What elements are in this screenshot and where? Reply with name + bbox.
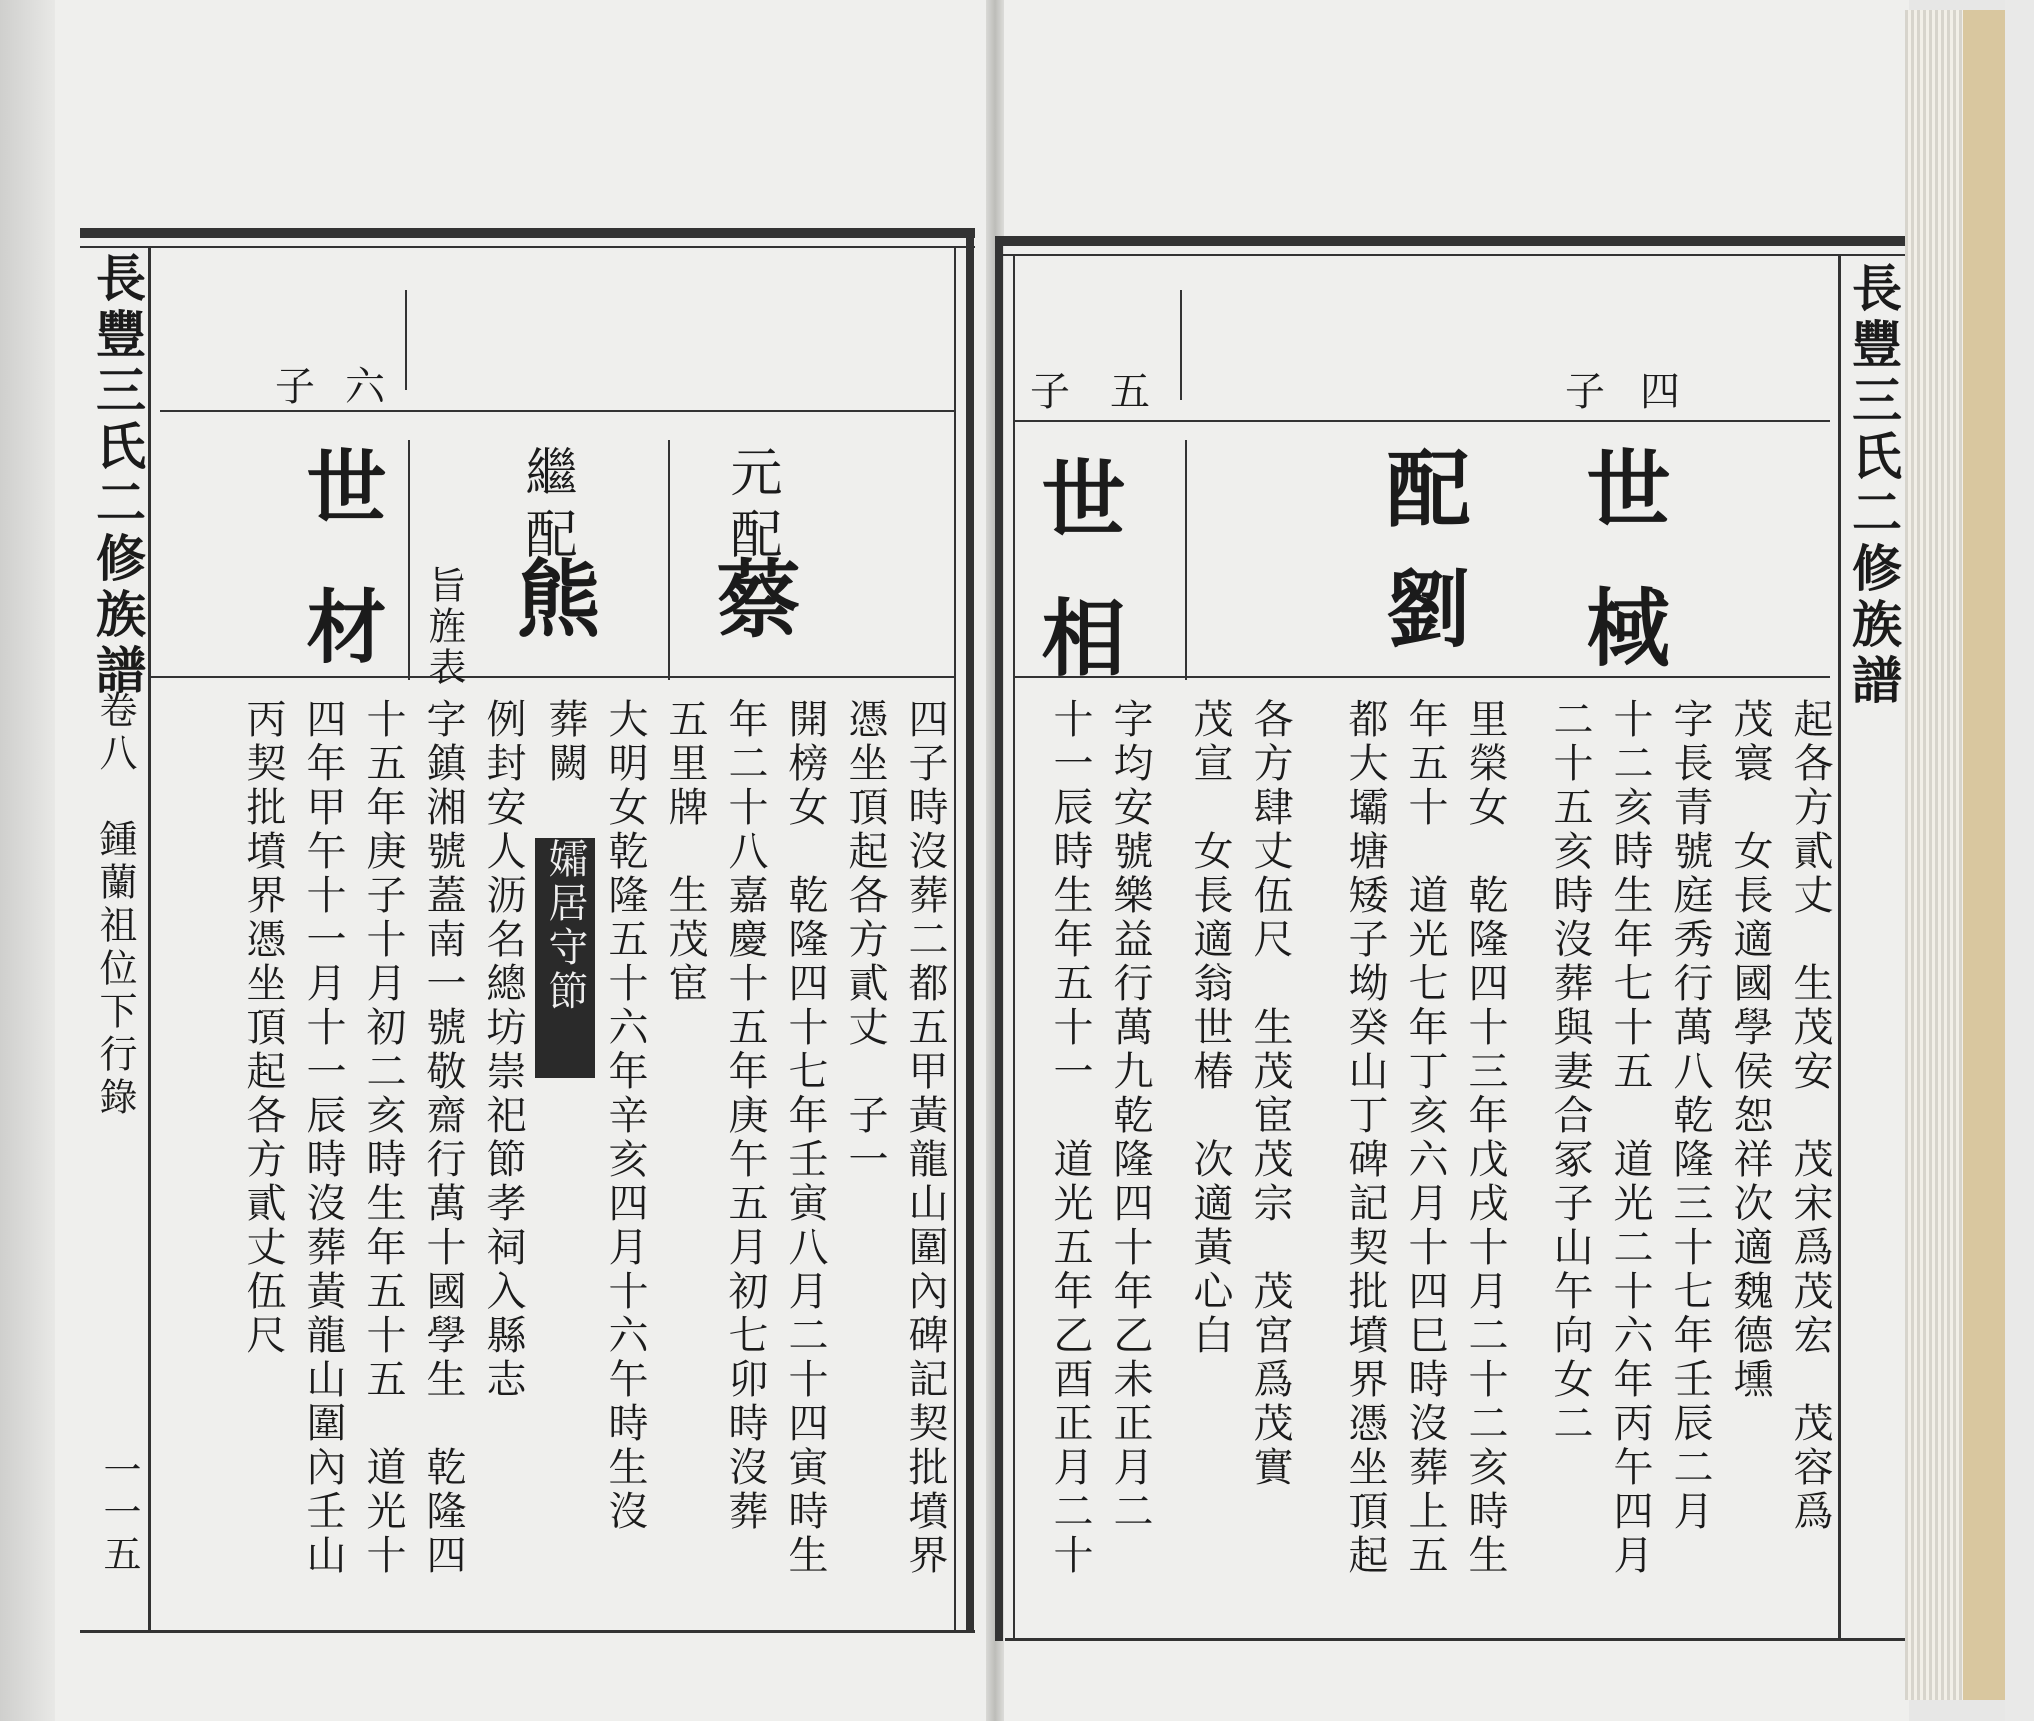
left-highlight-widow: 孀居守節 bbox=[535, 838, 595, 1078]
right-inner-left-border bbox=[1013, 254, 1015, 1641]
left-name-divider-1 bbox=[408, 440, 410, 680]
right-top-border-thin bbox=[995, 254, 1905, 256]
left-text-col-2: 憑坐頂起各方貳丈 子一 bbox=[842, 698, 888, 1182]
left-edict-label: 旨旌表 bbox=[422, 565, 466, 688]
right-text-col-1: 起各方貳丈 生茂安 茂宋爲茂宏 茂容爲 bbox=[1787, 698, 1833, 1534]
left-text-col-6: 大明女乾隆五十六年辛亥四月十六午時生沒 bbox=[602, 698, 648, 1534]
left-text-col-3: 開榜女 乾隆四十七年壬寅八月二十四寅時生 bbox=[782, 698, 828, 1578]
right-name-divider bbox=[1185, 440, 1187, 680]
left-text-col-12: 丙契批墳界憑坐頂起各方貳丈伍尺 bbox=[240, 698, 286, 1358]
scan-background-right bbox=[2005, 0, 2034, 1721]
right-text-col-5: 二十五亥時沒葬與妻合冢子山午向女二 bbox=[1547, 698, 1593, 1446]
right-outer-left-border bbox=[995, 236, 1003, 1641]
left-ji-pei-label: 繼配 bbox=[516, 445, 576, 569]
right-text-col-8: 都大壩塘矮子坳癸山丁碑記契批墳界憑坐頂起 bbox=[1342, 698, 1388, 1578]
left-text-col-11: 四年甲午十一月十一辰時沒葬黃龍山圍內壬山 bbox=[300, 698, 346, 1578]
right-label-son-5: 子 bbox=[1030, 369, 1120, 415]
left-text-col-1: 四子時沒葬二都五甲黃龍山圍內碑記契批墳界 bbox=[902, 698, 948, 1578]
left-name-row-line bbox=[150, 676, 954, 678]
left-text-col-4: 年二十八嘉慶十五年庚午五月初七卯時沒葬 bbox=[722, 698, 768, 1534]
left-text-col-7: 葬闕 bbox=[542, 698, 588, 786]
right-text-col-7: 年五十 道光七年丁亥六月十四巳時沒葬上五 bbox=[1402, 698, 1448, 1578]
left-name-shi-cai: 世材 bbox=[293, 445, 387, 725]
book-cover-edge bbox=[1963, 10, 2005, 1700]
left-margin-title: 長豐三氏二修族譜 bbox=[88, 252, 147, 700]
right-label-four: 四 bbox=[1640, 369, 1730, 415]
left-text-col-8: 例封安人沥名總坊崇祀節孝祠入縣志 bbox=[480, 698, 526, 1402]
right-text-col-9: 各方肆丈伍尺 生茂宦茂宗 茂宮爲茂實 bbox=[1247, 698, 1293, 1490]
left-text-col-10: 十五年庚子十月初二亥時生年五十五 道光十 bbox=[360, 698, 406, 1578]
right-label-son-4: 子 bbox=[1565, 369, 1655, 415]
right-top-border bbox=[995, 236, 1905, 246]
page-edges-right bbox=[1905, 10, 1965, 1700]
right-name-row-line bbox=[1015, 676, 1830, 678]
left-margin-divider bbox=[148, 246, 151, 1633]
right-text-col-11: 字均安號樂益行萬九乾隆四十年乙未正月二 bbox=[1107, 698, 1153, 1534]
right-margin-title: 長豐三氏二修族譜 bbox=[1844, 262, 1903, 710]
left-top-border-thin bbox=[80, 246, 975, 248]
right-label-five: 五 bbox=[1110, 369, 1200, 415]
right-name-liu: 劉 bbox=[1373, 565, 1472, 671]
left-outer-right-border bbox=[966, 228, 974, 1633]
left-label-six: 六 bbox=[345, 364, 435, 410]
right-label-row-line bbox=[1015, 420, 1830, 422]
left-page-shadow bbox=[0, 0, 55, 1721]
left-bottom-border bbox=[80, 1630, 975, 1633]
left-name-xiong: 熊 bbox=[503, 555, 602, 661]
left-volume-label: 卷八 鍾蘭祖位下行錄 bbox=[93, 690, 137, 1120]
right-bottom-border bbox=[1005, 1638, 1905, 1641]
right-text-col-2: 茂寰 女長適國學侯恕祥次適魏德壎 bbox=[1727, 698, 1773, 1402]
left-text-col-9: 字鎮湘號蓋南一號敬齋行萬十國學生 乾隆四 bbox=[420, 698, 466, 1578]
right-name-shi-xiang: 世相 bbox=[1028, 455, 1127, 733]
left-name-divider-2 bbox=[668, 440, 670, 680]
right-text-col-3: 字長青號庭秀行萬八乾隆三十七年壬辰二月 bbox=[1667, 698, 1713, 1534]
left-page-number: 一一五 bbox=[97, 1450, 141, 1576]
right-pei-label: 配 bbox=[1373, 445, 1472, 551]
right-name-shi-yu: 世棫 bbox=[1573, 445, 1672, 723]
right-text-col-12: 十一辰時生年五十一 道光五年乙酉正月二十 bbox=[1047, 698, 1093, 1578]
left-name-cai: 蔡 bbox=[703, 555, 802, 661]
right-text-col-4: 十二亥時生年七十五 道光二十六年丙午四月 bbox=[1607, 698, 1653, 1578]
left-yuan-pei-label: 元配 bbox=[721, 445, 781, 569]
left-top-border bbox=[80, 228, 975, 238]
right-text-col-6: 里榮女 乾隆四十三年戊戌十月二十二亥時生 bbox=[1462, 698, 1508, 1578]
left-text-col-5: 五里牌 生茂宦 bbox=[662, 698, 708, 1006]
right-text-col-10: 茂宣 女長適翁世椿 次適黃心白 bbox=[1187, 698, 1233, 1358]
left-label-son: 子 bbox=[275, 364, 365, 410]
